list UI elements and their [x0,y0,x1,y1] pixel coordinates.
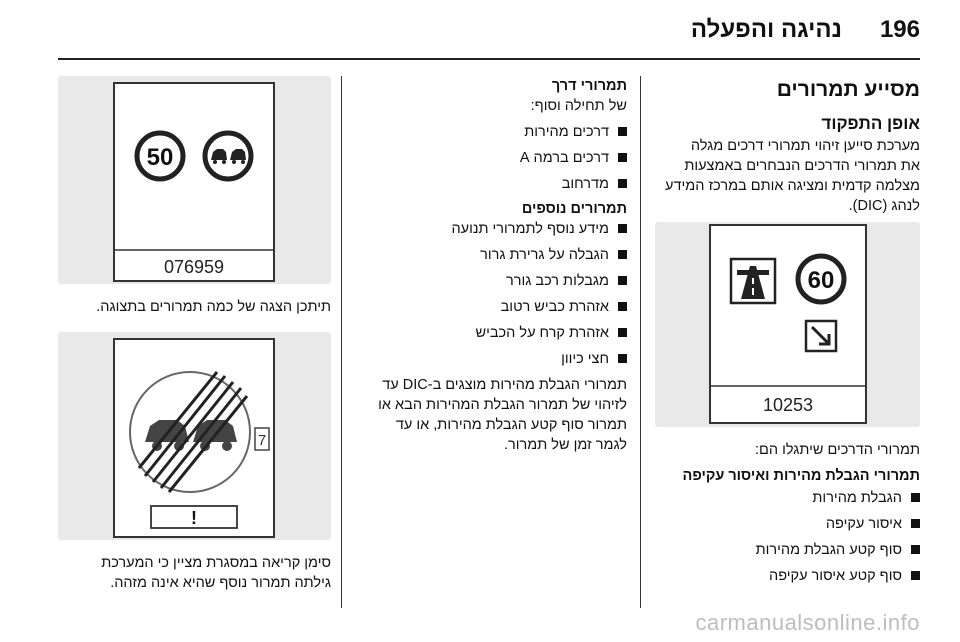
sign-number: 076959 [163,257,225,277]
column-divider-left [341,76,342,608]
figure-multiple-signs [58,76,331,284]
figure-unrecognized-sign [58,332,331,540]
intro-line: את תמרורי הדרכים הנבחרים באמצעות [684,158,920,174]
bullet-list [655,488,920,586]
bullet-list-road [345,122,627,194]
list-item: דרכים מהירות [345,122,627,142]
bullet-icon [911,519,920,528]
sign-board [709,224,867,424]
bullet-icon [618,328,627,337]
list-intro: תמרורי הדרכים שיתגלו הם: [755,442,920,458]
closing-line: תמרור סוף קטע הגבלת מהירות, או עד [395,417,627,433]
closing-line: לזיהוי של תמרור הגבלת המהירות הבא או [378,397,627,413]
sign-board [113,338,275,538]
sign-graphics-end [115,340,273,536]
watermark: carmanualsonline.info [695,610,920,635]
closing-line: לגמר זמן של תמרור. [504,437,627,453]
bullet-icon [911,545,920,554]
figure-speed-60 [655,222,920,427]
header-rule [58,58,920,60]
heading-road-signs: תמרורי דרך [551,78,627,94]
list-item: אזהרת כביש רטוב [345,297,627,317]
list-item: הגבלת מהירות [655,488,920,508]
section-title: מסייע תמרורים [776,78,920,101]
small-label: 7 [257,432,267,449]
bullet-icon [618,127,627,136]
list-item: אזהרת קרח על הכביש [345,323,627,343]
speed-limit-value: 60 [807,267,835,294]
right-column-lower [655,440,920,592]
heading-additional-signs: תמרורים נוספים [521,201,627,217]
list-item: מגבלות רכב גורר [345,271,627,291]
bullet-icon [618,302,627,311]
sign-board [113,82,275,282]
bullet-icon [618,276,627,285]
caption-unrecognized-sign [58,553,331,593]
bullet-icon [618,179,627,188]
bullet-list-additional [345,219,627,369]
bullet-icon [618,354,627,363]
bullet-icon [911,493,920,502]
list-item: הגבלה על גרירת גרור [345,245,627,265]
intro-line: מצלמה קדמית ומציגה אותם במרכז המידע [665,178,920,194]
closing-line: תמרורי הגבלת מהירות מוצגים ב-DIC עד [382,377,627,393]
exclamation-icon: ! [191,508,197,528]
list-item: דרכים ברמה A [345,148,627,168]
list-item: מדרחוב [345,174,627,194]
column-divider-right [640,76,641,608]
sign-graphics-50 [115,84,273,280]
bullet-icon [911,571,920,580]
chapter-title: נהיגה והפעלה [690,16,842,43]
bullet-icon [618,224,627,233]
page-header [0,0,960,62]
bold-heading: תמרורי הגבלת מהירות ואיסור עקיפה [682,468,920,484]
caption-line: סימן קריאה במסגרת מציין כי המערכת [101,555,331,571]
bullet-icon [618,250,627,259]
bullet-icon [618,153,627,162]
middle-column [345,77,627,455]
caption-multiple-signs: תיתכן הצגה של כמה תמרורים בתצוגה. [96,299,331,315]
subsection-title: אופן התפקוד [821,114,920,133]
sign-number: 10253 [762,395,814,415]
intro-line: לנהג (DIC). [848,198,920,214]
list-item: סוף קטע איסור עקיפה [655,566,920,586]
list-item: מידע נוסף לתמרורי תנועה [345,219,627,239]
intro-line: מערכת סייען זיהוי תמרורי דרכים מגלה [690,138,920,154]
right-column [655,72,920,216]
speed-limit-value: 50 [146,144,174,171]
heading-road-signs-sub: של תחילה וסוף: [530,98,627,114]
caption-line: גילתה תמרור נוסף שהיא אינה מזהה. [110,575,331,591]
list-item: סוף קטע הגבלת מהירות [655,540,920,560]
sign-graphics-60 [711,226,865,422]
page-number: 196 [879,16,920,43]
list-item: איסור עקיפה [655,514,920,534]
list-item: חצי כיוון [345,349,627,369]
